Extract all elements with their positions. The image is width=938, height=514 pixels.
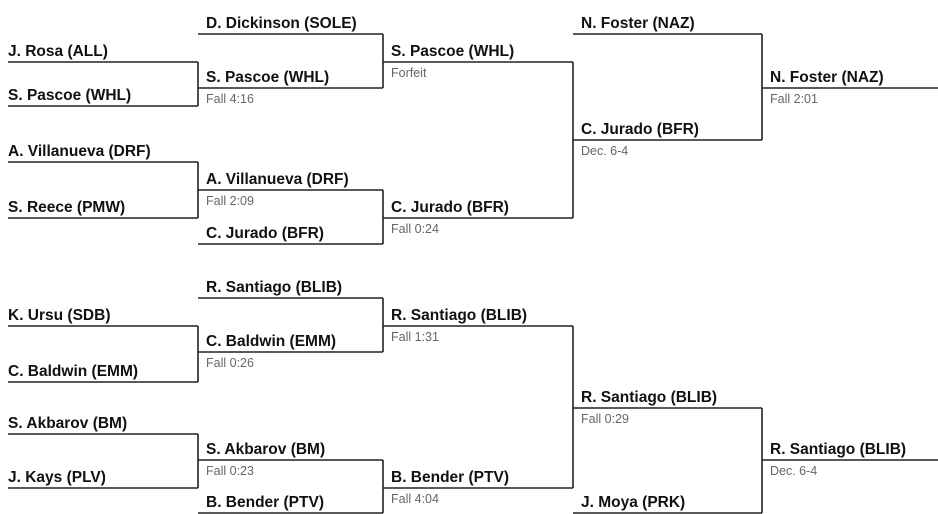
round5-competitor-name-1: N. Foster (NAZ): [770, 69, 884, 86]
round1-competitor-name-8: J. Kays (PLV): [8, 469, 106, 486]
round2-match-result-3: Fall 2:09: [206, 194, 254, 208]
round2-competitor-name-7: S. Akbarov (BM): [206, 441, 326, 458]
round2-competitor-name-4: C. Jurado (BFR): [206, 225, 324, 242]
round2-match-result-6: Fall 0:26: [206, 356, 254, 370]
round5-competitor-name-2: R. Santiago (BLIB): [770, 441, 907, 458]
round5-match-result-2: Dec. 6-4: [770, 464, 818, 478]
round3-competitor-name-2: C. Jurado (BFR): [391, 199, 509, 216]
round2-competitor-name-3: A. Villanueva (DRF): [206, 171, 349, 188]
round3-competitor-name-1: S. Pascoe (WHL): [391, 43, 515, 60]
round2-competitor-name-6: C. Baldwin (EMM): [206, 333, 337, 350]
round4-competitor-name-1: N. Foster (NAZ): [581, 15, 695, 32]
round3-match-result-3: Fall 1:31: [391, 330, 439, 344]
round1-competitor-name-4: S. Reece (PMW): [8, 199, 126, 216]
round4-match-result-3: Fall 0:29: [581, 412, 629, 426]
round4-competitor-name-2: C. Jurado (BFR): [581, 121, 699, 138]
bracket-labels: [8, 15, 906, 511]
round3-match-result-4: Fall 4:04: [391, 492, 439, 506]
round3-competitor-name-4: B. Bender (PTV): [391, 469, 509, 486]
round1-competitor-name-3: A. Villanueva (DRF): [8, 143, 151, 160]
round5-match-result-1: Fall 2:01: [770, 92, 818, 106]
round2-match-result-7: Fall 0:23: [206, 464, 254, 478]
round1-competitor-name-7: S. Akbarov (BM): [8, 415, 128, 432]
round4-competitor-name-3: R. Santiago (BLIB): [581, 389, 718, 406]
round3-match-result-2: Fall 0:24: [391, 222, 439, 236]
round1-competitor-name-1: J. Rosa (ALL): [8, 43, 108, 60]
round2-competitor-name-8: B. Bender (PTV): [206, 494, 324, 511]
round1-competitor-name-6: C. Baldwin (EMM): [8, 363, 139, 380]
round4-match-result-2: Dec. 6-4: [581, 144, 629, 158]
round1-competitor-name-2: S. Pascoe (WHL): [8, 87, 132, 104]
round1-competitor-name-5: K. Ursu (SDB): [8, 307, 111, 324]
round3-competitor-name-3: R. Santiago (BLIB): [391, 307, 528, 324]
round4-competitor-name-4: J. Moya (PRK): [581, 494, 686, 511]
round2-competitor-name-5: R. Santiago (BLIB): [206, 279, 343, 296]
round2-competitor-name-1: D. Dickinson (SOLE): [206, 15, 357, 32]
round3-match-result-1: Forfeit: [391, 66, 427, 80]
round2-competitor-name-2: S. Pascoe (WHL): [206, 69, 330, 86]
round2-match-result-2: Fall 4:16: [206, 92, 254, 106]
